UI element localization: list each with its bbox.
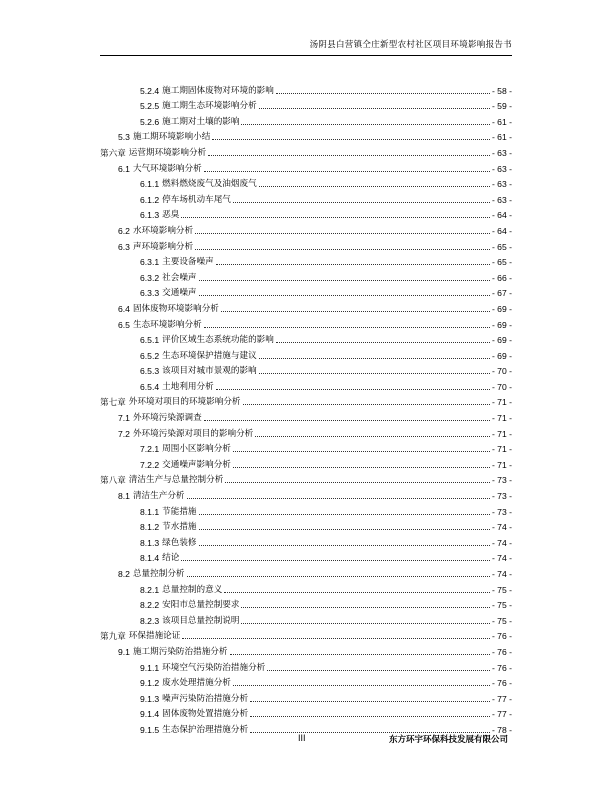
toc-entry-title: 施工期生态环境影响分析 [162,101,257,112]
toc-entry-title: 运营期环境影响分析 [128,147,207,158]
toc-entry[interactable] [100,236,512,252]
toc-dot-leader [259,373,490,374]
toc-entry-title: 交通噪声 [162,288,197,299]
toc-entry-title: 主要设备噪声 [162,257,214,268]
toc-entry-page: - 77 - [491,693,512,704]
toc-dot-leader [233,202,490,203]
toc-entry-page: - 71 - [491,413,512,424]
toc-entry-title: 交通噪声影响分析 [162,459,231,470]
toc-dot-leader [181,560,490,561]
toc-entry[interactable] [100,392,512,408]
toc-entry-number: 6.3.3 [140,288,160,299]
toc-entry-page: - 58 - [491,85,512,96]
toc-dot-leader [187,576,490,577]
toc-dot-leader [241,124,489,125]
toc-entry-number: 第八章 [100,475,126,486]
toc-entry-page: - 69 - [491,350,512,361]
toc-dot-leader [204,327,490,328]
toc-entry-page: - 74 - [491,569,512,579]
toc-dot-leader [182,638,490,639]
toc-dot-leader [199,280,490,281]
toc-entry-number: 6.5.2 [140,350,160,361]
toc-entry-title: 节水措施 [162,522,197,533]
toc-dot-leader [267,670,490,671]
toc-entry[interactable] [100,111,512,127]
toc-entry[interactable] [100,142,512,158]
toc-entry-number: 6.1.3 [140,210,160,221]
toc-entry[interactable] [100,361,512,377]
toc-entry-title: 施工期固体废物对环境的影响 [162,85,274,96]
toc-entry-title: 周围小区影响分析 [162,444,231,455]
toc-dot-leader [187,498,490,499]
toc-entry[interactable] [100,610,512,626]
toc-entry-title: 该项目对城市景观的影响 [162,366,257,377]
toc-dot-leader [233,467,490,468]
toc-entry-page: - 74 - [491,553,512,564]
toc-entry-page: - 76 - [491,646,512,657]
toc-entry-title: 清洁生产分析 [132,491,185,502]
toc-entry-title: 外环境对项目的环境影响分析 [128,397,241,408]
toc-entry[interactable] [100,688,512,704]
toc-entry-number: 8.2 [118,569,130,579]
toc-entry-title: 环境空气污染防治措施分析 [162,662,266,673]
toc-entry-page: - 69 - [491,319,512,330]
toc-dot-leader [225,482,490,483]
footer-company: 东方环宇环保科技发展有限公司 [389,735,509,745]
toc-entry-number: 5.2.5 [140,101,160,112]
toc-entry[interactable] [100,532,512,548]
toc-entry-title: 大气环境影响分析 [132,163,202,174]
toc-entry-number: 9.1.4 [140,709,160,720]
toc-entry-title: 安阳市总量控制要求 [162,600,240,611]
toc-dot-leader [199,529,490,530]
toc-entry[interactable] [100,298,512,314]
toc-dot-leader [181,217,490,218]
toc-entry-title: 节能措施 [162,506,197,517]
toc-dot-leader [216,264,490,265]
toc-entry[interactable] [100,220,512,236]
toc-entry[interactable] [100,548,512,564]
toc-entry[interactable] [100,189,512,205]
toc-entry[interactable] [100,563,512,579]
toc-entry-number: 7.2 [118,428,130,439]
toc-dot-leader [250,701,490,702]
toc-dot-leader [221,311,490,312]
toc-dot-leader [276,342,490,343]
toc-dot-leader [208,155,490,156]
toc-entry[interactable] [100,673,512,689]
toc-entry-title: 声环境影响分析 [132,241,194,252]
toc-entry-page: - 64 - [491,210,512,221]
toc-entry-title: 外环境污染源对项目的影响分析 [132,428,254,439]
toc-entry-number: 9.1 [118,646,130,657]
toc-entry-number: 6.1.2 [140,194,160,205]
toc-entry[interactable] [100,376,512,392]
toc-entry-number: 9.1.1 [140,662,160,673]
toc-entry-title: 恶臭 [162,210,180,221]
toc-entry-number: 8.1.3 [140,537,160,548]
toc-entry-title: 固体废物处置措施分析 [162,709,249,720]
toc-entry[interactable] [100,330,512,346]
toc-entry-title: 土地利用分析 [162,381,214,392]
toc-entry-number: 6.3.2 [140,272,160,283]
toc-entry-page: - 67 - [491,288,512,299]
toc-dot-leader [259,186,490,187]
toc-dot-leader [233,451,490,452]
toc-entry-page: - 73 - [491,506,512,517]
toc-entry[interactable] [100,252,512,268]
toc-entry[interactable] [100,439,512,455]
toc-dot-leader [250,716,490,717]
toc-dot-leader [255,436,490,437]
toc-entry-number: 6.5.4 [140,381,160,392]
toc-dot-leader [259,108,490,109]
toc-entry-page: - 71 - [491,397,512,408]
toc-dot-leader [230,654,490,655]
toc-entry-number: 6.2 [118,225,130,236]
toc-dot-leader [233,685,490,686]
toc-entry-title: 外环境污染源调查 [132,413,202,424]
toc-entry-page: - 75 - [491,584,512,595]
toc-entry[interactable] [100,345,512,361]
toc-entry-page: - 71 - [491,459,512,470]
toc-dot-leader [195,249,490,250]
toc-entry-page: - 59 - [491,101,512,112]
toc-entry[interactable] [100,454,512,470]
toc-entry-number: 8.1.4 [140,553,160,564]
toc-entry-page: - 75 - [491,615,512,626]
toc-entry-page: - 63 - [491,179,512,190]
toc-entry-number: 6.3.1 [140,257,160,268]
toc-entry-number: 9.1.2 [140,678,160,689]
toc-dot-leader [224,592,490,593]
toc-entry-number: 第九章 [100,631,126,642]
toc-entry-title: 清洁生产与总量控制分析 [128,475,224,486]
toc-entry[interactable] [100,501,512,517]
toc-entry-title: 绿色装修 [162,537,197,548]
toc-entry-title: 该项目总量控制说明 [162,615,240,626]
toc-dot-leader [216,389,490,390]
toc-dot-leader [199,514,490,515]
toc-entry-number: 9.1.5 [140,724,160,735]
toc-entry-page: - 70 - [491,366,512,377]
toc-entry-number: 8.2.3 [140,615,160,626]
toc-entry-page: - 65 - [491,241,512,252]
toc-entry[interactable] [100,423,512,439]
toc-entry-title: 施工期环境影响小结 [132,132,211,143]
toc-entry-page: - 61 - [491,116,512,127]
toc-entry-number: 5.2.6 [140,116,160,127]
toc-entry-page: - 75 - [491,600,512,611]
toc-entry[interactable] [100,626,512,642]
toc-entry[interactable] [100,96,512,112]
toc-entry-title: 燃料燃烧废气及油烟废气 [162,179,257,190]
toc-entry-title: 停车场机动车尾气 [162,194,231,205]
toc-entry-title: 总量控制分析 [132,569,185,579]
toc-entry-page: - 65 - [491,257,512,268]
toc-entry-number: 6.5 [118,319,130,330]
toc-entry-number: 5.3 [118,132,130,143]
toc-entry-number: 6.5.1 [140,335,160,346]
toc-entry[interactable] [100,267,512,283]
toc-entry-title: 废水处理措施分析 [162,678,231,689]
toc-entry-page: - 61 - [491,132,512,143]
toc-entry-number: 第七章 [100,397,126,408]
toc-entry[interactable] [100,657,512,673]
toc-entry-page: - 71 - [491,428,512,439]
toc-dot-leader [243,404,490,405]
toc-entry-page: - 73 - [491,491,512,502]
toc-entry-title: 固体废物环境影响分析 [132,303,219,314]
toc-entry-number: 7.2.2 [140,459,160,470]
toc-entry-page: - 66 - [491,272,512,283]
toc-entry-title: 水环境影响分析 [132,225,194,236]
toc-entry-page: - 78 - [491,724,512,735]
toc-dot-leader [199,545,490,546]
toc-entry-page: - 71 - [491,444,512,455]
toc-entry-number: 6.1 [118,163,130,174]
toc-entry[interactable] [100,641,512,657]
toc-dot-leader [259,358,490,359]
toc-entry-page: - 74 - [491,522,512,533]
toc-entry-page: - 63 - [491,163,512,174]
toc-entry-number: 6.4 [118,303,130,314]
toc-entry[interactable] [100,158,512,174]
toc-entry-title: 施工期对土壤的影响 [162,116,240,127]
running-header: 汤阴县白营镇仝庄新型农村社区项目环境影响报告书 [309,40,512,50]
toc-entry[interactable] [100,485,512,501]
toc-dot-leader [199,295,490,296]
toc-entry-title: 生态环境保护措施与建议 [162,350,257,361]
toc-entry-page: - 63 - [491,194,512,205]
toc-entry-page: - 69 - [491,303,512,314]
toc-entry[interactable] [100,174,512,190]
toc-entry[interactable] [100,407,512,423]
toc-entry-page: - 74 - [491,537,512,548]
toc-entry-number: 8.2.1 [140,584,160,595]
toc-dot-leader [195,233,490,234]
toc-entry[interactable] [100,517,512,533]
toc-entry-title: 评价区域生态系统功能的影响 [162,335,274,346]
toc-entry-page: - 76 - [491,631,512,642]
toc-entry[interactable] [100,595,512,611]
toc-entry-title: 施工期污染防治措施分析 [132,646,228,657]
toc-entry-page: - 77 - [491,709,512,720]
toc-entry-number: 5.2.4 [140,85,160,96]
toc-entry-title: 生态保护治理措施分析 [162,724,249,735]
toc-entry[interactable] [100,579,512,595]
toc-entry[interactable] [100,80,512,96]
toc-dot-leader [241,623,489,624]
toc-entry-number: 7.2.1 [140,444,160,455]
toc-entry-title: 结论 [162,553,180,564]
toc-entry-number: 8.1.2 [140,522,160,533]
toc-entry-page: - 63 - [491,147,512,158]
toc-entry-number: 8.1 [118,491,130,502]
toc-entry-page: - 73 - [491,475,512,486]
toc-entry-number: 8.2.2 [140,600,160,611]
toc-dot-leader [241,607,489,608]
toc-entry-page: - 69 - [491,335,512,346]
toc-entry-title: 噪声污染防治措施分析 [162,693,249,704]
toc-entry-page: - 76 - [491,662,512,673]
toc-entry-number: 6.5.3 [140,366,160,377]
table-of-contents [100,80,512,735]
toc-entry[interactable] [100,314,512,330]
toc-dot-leader [276,93,490,94]
toc-entry-title: 环保措施论证 [128,631,181,642]
toc-dot-leader [204,171,490,172]
toc-entry-title: 总量控制的意义 [162,584,223,595]
toc-entry-number: 8.1.1 [140,506,160,517]
toc-dot-leader [212,139,490,140]
toc-entry-number: 7.1 [118,413,130,424]
toc-entry-page: - 70 - [491,381,512,392]
toc-entry[interactable] [100,470,512,486]
toc-entry[interactable] [100,704,512,720]
toc-entry-title: 社会噪声 [162,272,197,283]
header-divider [100,55,512,56]
toc-entry[interactable] [100,205,512,221]
toc-entry[interactable] [100,283,512,299]
toc-entry-page: - 76 - [491,678,512,689]
toc-entry-number: 第六章 [100,147,126,158]
toc-entry-title: 生态环境影响分析 [132,319,202,330]
toc-entry-number: 9.1.3 [140,693,160,704]
toc-entry-page: - 64 - [491,225,512,236]
toc-entry-number: 6.1.1 [140,179,160,190]
page-number: III [298,733,306,743]
toc-entry[interactable] [100,127,512,143]
toc-dot-leader [204,420,490,421]
toc-entry-number: 6.3 [118,241,130,252]
